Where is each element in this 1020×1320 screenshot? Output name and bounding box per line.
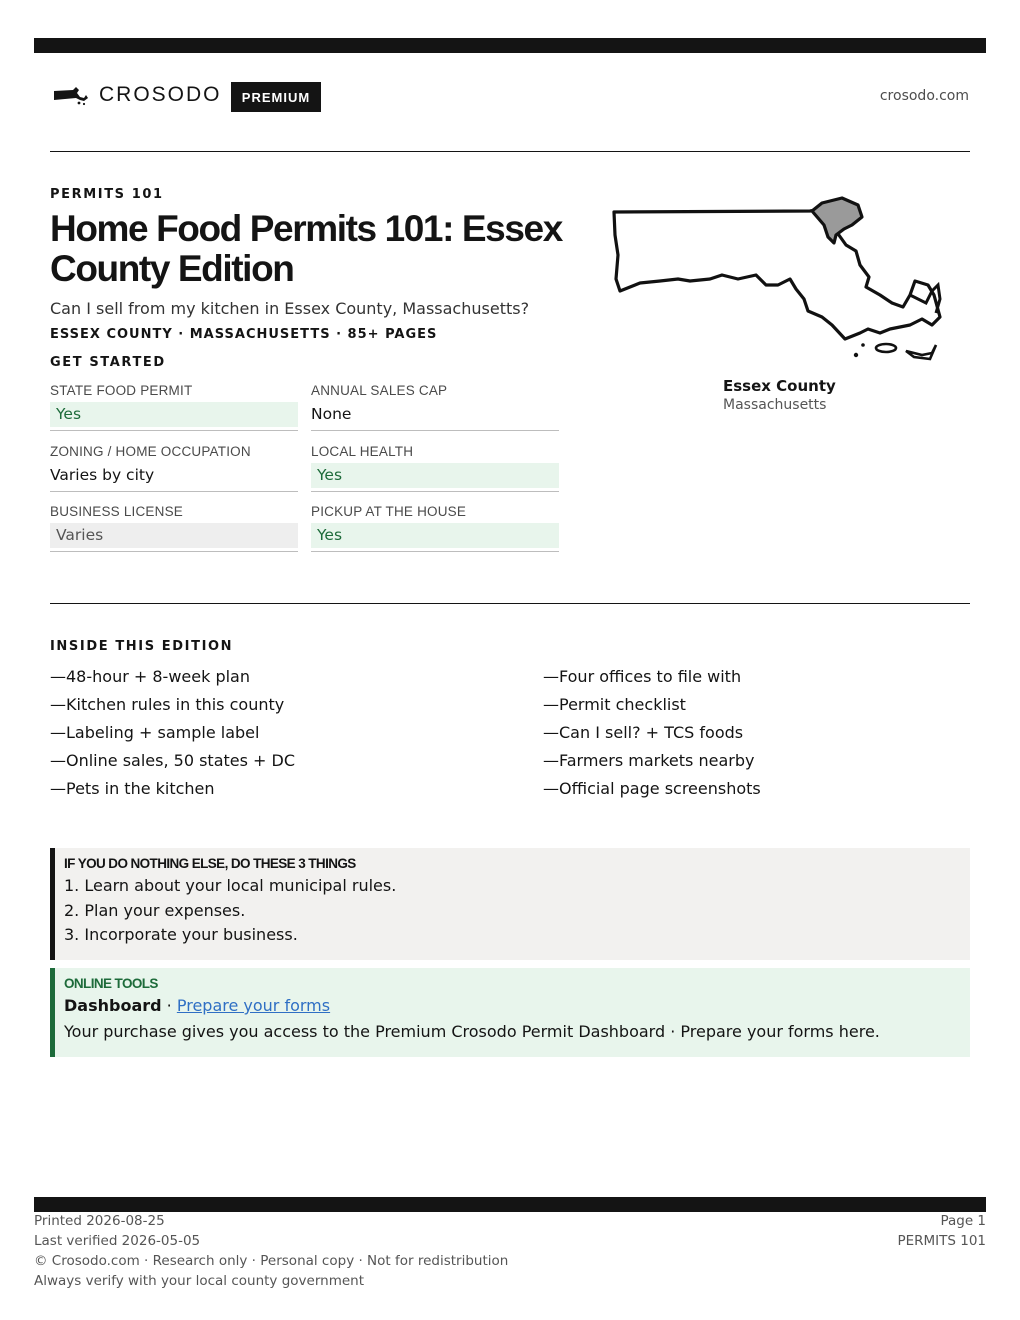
site-url[interactable]: crosodo.com: [879, 88, 969, 104]
island: [906, 345, 936, 359]
field-annual-sales-cap: [311, 383, 559, 431]
field-value: Varies by city: [50, 466, 155, 484]
brand-name: CROSODO: [99, 83, 222, 106]
map-county-name: Essex County: [723, 377, 836, 395]
field-divider: [311, 491, 559, 492]
field-divider: [50, 551, 298, 552]
field-divider: [311, 430, 559, 431]
field-divider: [311, 551, 559, 552]
field-label: ANNUAL SALES CAP: [311, 383, 448, 398]
map-state-name: Massachusetts: [723, 397, 827, 413]
dashboard-label: Dashboard: [64, 996, 162, 1015]
inside-list-left: [50, 663, 490, 803]
edition-meta: ESSEX COUNTY · MASSACHUSETTS · 85+ PAGES: [50, 327, 438, 342]
field-pickup-at-house: [311, 504, 559, 552]
prepare-forms-link[interactable]: Prepare your forms: [176, 996, 331, 1015]
field-business-license: [50, 504, 298, 552]
premium-badge: PREMIUM: [231, 82, 321, 112]
callout-heading: ONLINE TOOLS: [64, 976, 158, 991]
list-item: 1. Learn about your local municipal rules.: [64, 876, 397, 895]
field-zoning: [50, 444, 298, 492]
essex-county-region: [812, 198, 862, 243]
state-outline: [614, 209, 940, 339]
inside-edition-heading: INSIDE THIS EDITION: [50, 639, 234, 654]
separator: ·: [161, 996, 177, 1015]
field-value: None: [311, 405, 352, 423]
page-number: Page 1: [940, 1213, 986, 1229]
list-item: —Kitchen rules in this county: [50, 695, 285, 714]
online-tools-callout: [50, 968, 970, 1057]
island: [854, 353, 858, 357]
section-kicker: PERMITS 101: [50, 187, 164, 202]
field-value: Yes: [50, 402, 298, 427]
field-label: LOCAL HEALTH: [311, 444, 414, 459]
island: [861, 343, 865, 347]
get-started-heading: GET STARTED: [50, 355, 166, 370]
field-value: Yes: [311, 463, 559, 488]
field-label: PICKUP AT THE HOUSE: [311, 504, 467, 519]
footer-right: [897, 1211, 986, 1251]
list-item: —Farmers markets nearby: [543, 751, 755, 770]
page-subtitle: Can I sell from my kitchen in Essex County, Massachusetts?: [50, 299, 530, 318]
footer-left: [34, 1211, 508, 1291]
field-state-food-permit: [50, 383, 298, 431]
do-these-callout: [50, 848, 970, 960]
dashboard-line: [64, 994, 954, 1019]
field-label: ZONING / HOME OCCUPATION: [50, 444, 251, 459]
list-item: 3. Incorporate your business.: [64, 925, 298, 944]
header-divider: [50, 151, 970, 152]
list-item: —Official page screenshots: [543, 779, 761, 798]
dashboard-description: Your purchase gives you access to the Premium Crosodo Permit Dashboard · Prepare your forms here.: [64, 1021, 880, 1041]
massachusetts-county-map: [610, 195, 945, 370]
printed-date: Printed 2026-08-25: [34, 1213, 165, 1229]
list-item: —Online sales, 50 states + DC: [50, 751, 296, 770]
verify-note: Always verify with your local county government: [34, 1273, 364, 1289]
bottom-bar: [34, 1197, 986, 1212]
footer-section: PERMITS 101: [897, 1233, 986, 1249]
field-label: STATE FOOD PERMIT: [50, 383, 193, 398]
verified-date: Last verified 2026-05-05: [34, 1233, 201, 1249]
field-divider: [50, 430, 298, 431]
page-title: Home Food Permits 101: Essex County Edition: [50, 208, 562, 289]
field-label: BUSINESS LICENSE: [50, 504, 183, 519]
massachusetts-logo-icon: [53, 86, 89, 108]
list-item: —48-hour + 8-week plan: [50, 667, 250, 686]
list-item: —Permit checklist: [543, 695, 686, 714]
inside-list-right: [543, 663, 983, 803]
list-item: —Pets in the kitchen: [50, 779, 215, 798]
top-bar: [34, 38, 986, 53]
list-item: —Four offices to file with: [543, 667, 742, 686]
field-value: Yes: [311, 523, 559, 548]
field-divider: [50, 491, 298, 492]
island: [876, 344, 896, 352]
copyright-notice: © Crosodo.com · Research only · Personal copy · Not for redistribution: [34, 1253, 509, 1269]
list-item: —Labeling + sample label: [50, 723, 260, 742]
field-local-health: [311, 444, 559, 492]
list-item: 2. Plan your expenses.: [64, 900, 246, 920]
callout-heading: IF YOU DO NOTHING ELSE, DO THESE 3 THINGS: [64, 856, 356, 871]
list-item: —Can I sell? + TCS foods: [543, 723, 744, 742]
field-value: Varies: [50, 523, 298, 548]
section-divider: [50, 603, 970, 604]
